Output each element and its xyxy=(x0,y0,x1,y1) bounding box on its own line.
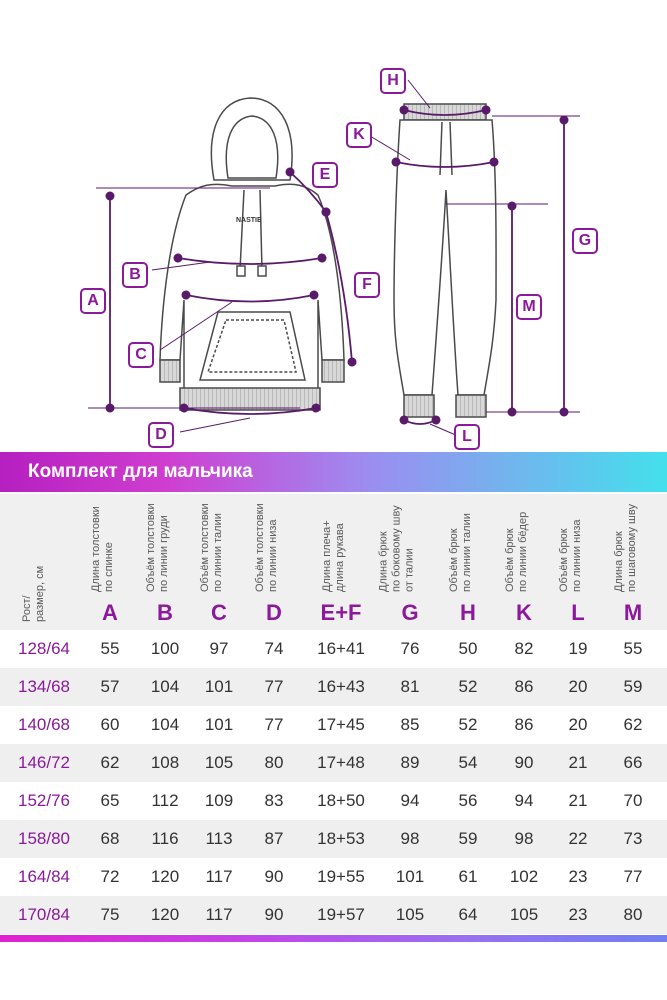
value-cell: 60 xyxy=(100,715,120,734)
value-cell: 20 xyxy=(568,715,588,734)
column-header-g xyxy=(377,494,440,630)
value-cell: 68 xyxy=(100,829,120,848)
label-b: B xyxy=(122,262,148,288)
garment-diagram xyxy=(0,0,667,450)
table-row xyxy=(0,858,667,896)
value-cell: 86 xyxy=(514,677,534,696)
pants-drawing xyxy=(394,104,496,417)
column-description-line: по линии бёдер xyxy=(517,511,529,592)
label-l: L xyxy=(454,424,480,450)
value-cell: 23 xyxy=(568,905,588,924)
column-header-d xyxy=(246,494,302,630)
column-description-line: по линии талии xyxy=(461,513,473,592)
value-cell: 105 xyxy=(395,905,425,924)
column-description-line: Длина брюк xyxy=(613,531,625,592)
column-description xyxy=(321,520,347,592)
table-row xyxy=(0,896,667,934)
value-cell: 116 xyxy=(151,829,179,848)
size-cell: 164/84 xyxy=(18,867,70,886)
value-cell: 56 xyxy=(458,791,478,810)
value-cell: 22 xyxy=(568,829,588,848)
value-cell: 94 xyxy=(400,791,420,810)
column-letter: K xyxy=(516,600,532,625)
value-cell: 76 xyxy=(400,639,420,658)
value-cell: 55 xyxy=(100,639,120,658)
value-cell: 73 xyxy=(623,829,643,848)
size-column-header xyxy=(0,494,80,630)
value-cell: 101 xyxy=(204,715,234,734)
value-cell: 19+55 xyxy=(317,867,365,886)
value-cell: 61 xyxy=(458,867,478,886)
value-cell: 17+45 xyxy=(317,715,365,734)
column-header-ef xyxy=(302,494,380,630)
value-cell: 90 xyxy=(264,905,284,924)
column-letter: D xyxy=(266,600,282,625)
size-cell: 152/76 xyxy=(18,791,70,810)
column-description-line: Объём толстовки xyxy=(254,503,266,592)
column-description-line: Объём брюк xyxy=(448,528,460,592)
value-cell: 18+53 xyxy=(317,829,365,848)
size-header-line: Рост/ xyxy=(21,595,33,622)
value-cell: 101 xyxy=(204,677,234,696)
value-cell: 62 xyxy=(100,753,120,772)
value-cell: 120 xyxy=(150,867,180,886)
value-cell: 105 xyxy=(509,905,539,924)
column-description xyxy=(504,512,530,592)
value-cell: 104 xyxy=(150,715,180,734)
column-description xyxy=(377,505,416,592)
value-cell: 70 xyxy=(623,791,643,810)
column-header-m xyxy=(604,494,662,630)
column-description-line: по линии груди xyxy=(158,515,170,592)
value-cell: 85 xyxy=(400,715,420,734)
value-cell: 64 xyxy=(458,905,478,924)
column-description xyxy=(613,504,639,592)
value-cell: 52 xyxy=(458,715,478,734)
hoodie-brand-text: NASTIE xyxy=(236,217,262,224)
label-e: E xyxy=(312,162,338,188)
value-cell: 101 xyxy=(395,867,425,886)
value-cell: 21 xyxy=(568,791,588,810)
value-cell: 52 xyxy=(458,677,478,696)
size-cell: 128/64 xyxy=(18,639,70,658)
bottom-bar xyxy=(0,935,667,942)
value-cell: 77 xyxy=(264,677,284,696)
label-c: C xyxy=(128,342,154,368)
column-letter: C xyxy=(211,600,227,625)
value-cell: 16+43 xyxy=(317,677,365,696)
value-cell: 16+41 xyxy=(317,639,365,658)
column-description xyxy=(558,520,584,593)
value-cell: 59 xyxy=(458,829,478,848)
column-letter: G xyxy=(401,600,419,625)
value-cell: 90 xyxy=(264,867,284,886)
column-header-h xyxy=(440,494,496,630)
measurement-diagram xyxy=(0,0,667,450)
size-cell: 134/68 xyxy=(18,677,70,696)
table-row xyxy=(0,706,667,744)
value-cell: 120 xyxy=(150,905,180,924)
column-letter: H xyxy=(460,600,476,625)
column-description-line: Объём толстовки xyxy=(145,503,157,592)
column-description-line: по спинке xyxy=(103,542,115,592)
column-header-l xyxy=(552,494,604,630)
value-cell: 19 xyxy=(568,639,588,658)
value-cell: 72 xyxy=(100,867,120,886)
value-cell: 86 xyxy=(514,715,534,734)
value-cell: 98 xyxy=(400,829,420,848)
value-cell: 102 xyxy=(509,867,539,886)
value-cell: 66 xyxy=(623,753,643,772)
column-letter: M xyxy=(623,600,643,625)
table-row xyxy=(0,744,667,782)
column-description-line: Объём брюк xyxy=(558,528,570,592)
value-cell: 20 xyxy=(568,677,588,696)
value-cell: 18+50 xyxy=(317,791,365,810)
value-cell: 83 xyxy=(264,791,284,810)
label-m: M xyxy=(516,294,542,320)
column-description-line: Объём толстовки xyxy=(199,503,211,592)
value-cell: 108 xyxy=(150,753,180,772)
column-letter: A xyxy=(102,600,118,625)
column-description xyxy=(199,503,225,592)
table-row xyxy=(0,668,667,706)
value-cell: 19+57 xyxy=(317,905,365,924)
value-cell: 21 xyxy=(568,753,588,772)
column-description-line: Длина плеча+ xyxy=(321,520,333,592)
column-header-k xyxy=(496,494,552,630)
value-cell: 87 xyxy=(264,829,284,848)
column-description-line: длина рукава xyxy=(334,523,346,592)
value-cell: 62 xyxy=(623,715,643,734)
column-letter: E+F xyxy=(320,600,362,625)
table-title: Комплект для мальчика xyxy=(28,461,253,482)
size-cell: 158/80 xyxy=(18,829,70,848)
label-f: F xyxy=(354,272,380,298)
value-cell: 104 xyxy=(150,677,180,696)
table-row xyxy=(0,820,667,858)
value-cell: 117 xyxy=(205,905,233,924)
column-description xyxy=(90,506,116,592)
column-header-b xyxy=(138,494,192,630)
label-k: K xyxy=(346,122,372,148)
value-cell: 98 xyxy=(514,829,534,848)
title-bar xyxy=(0,452,667,492)
size-cell: 146/72 xyxy=(18,753,70,772)
value-cell: 65 xyxy=(100,791,120,810)
column-description xyxy=(254,503,280,592)
column-description-line: по боковому шву xyxy=(390,505,402,592)
value-cell: 105 xyxy=(204,753,234,772)
value-cell: 94 xyxy=(514,791,534,810)
column-letter: B xyxy=(157,600,173,625)
label-a: A xyxy=(80,288,106,314)
column-header-c xyxy=(192,494,246,630)
value-cell: 117 xyxy=(205,867,233,886)
column-description-line: по шаговому шву xyxy=(626,504,638,592)
size-header-line: размер, см xyxy=(34,565,46,622)
column-letter: L xyxy=(571,600,585,625)
value-cell: 77 xyxy=(264,715,284,734)
value-cell: 89 xyxy=(400,753,420,772)
size-cell: 170/84 xyxy=(18,905,70,924)
value-cell: 90 xyxy=(514,753,534,772)
value-cell: 77 xyxy=(623,867,643,886)
value-cell: 80 xyxy=(623,905,643,924)
value-cell: 81 xyxy=(400,677,420,696)
value-cell: 109 xyxy=(204,791,234,810)
value-cell: 113 xyxy=(205,829,233,848)
column-description-line: по линии низа xyxy=(571,519,583,592)
value-cell: 54 xyxy=(458,753,478,772)
table-row xyxy=(0,630,667,668)
column-description-line: по линии талии xyxy=(212,513,224,592)
value-cell: 74 xyxy=(264,639,284,658)
label-h: H xyxy=(380,68,406,94)
column-description-line: от талии xyxy=(403,548,415,592)
value-cell: 59 xyxy=(623,677,643,696)
value-cell: 97 xyxy=(209,639,229,658)
column-description-line: Длина брюк xyxy=(377,531,389,592)
label-g: G xyxy=(572,228,598,254)
column-description xyxy=(145,503,171,592)
table-header xyxy=(0,494,667,630)
size-cell: 140/68 xyxy=(18,715,70,734)
value-cell: 112 xyxy=(151,791,179,810)
value-cell: 23 xyxy=(568,867,588,886)
value-cell: 80 xyxy=(264,753,284,772)
value-cell: 57 xyxy=(100,677,120,696)
value-cell: 100 xyxy=(150,639,180,658)
column-description-line: по линии низа xyxy=(267,519,279,592)
value-cell: 55 xyxy=(623,639,643,658)
size-header-label xyxy=(21,566,47,622)
hoodie-drawing xyxy=(160,98,344,410)
value-cell: 50 xyxy=(458,639,478,658)
column-description-line: Длина толстовки xyxy=(90,506,102,592)
label-d: D xyxy=(148,422,174,448)
value-cell: 17+48 xyxy=(317,753,365,772)
value-cell: 82 xyxy=(514,639,534,658)
column-description-line: Объём брюк xyxy=(504,528,516,592)
column-description xyxy=(448,513,474,592)
column-header-a xyxy=(82,494,138,630)
table-row xyxy=(0,782,667,820)
value-cell: 75 xyxy=(100,905,120,924)
